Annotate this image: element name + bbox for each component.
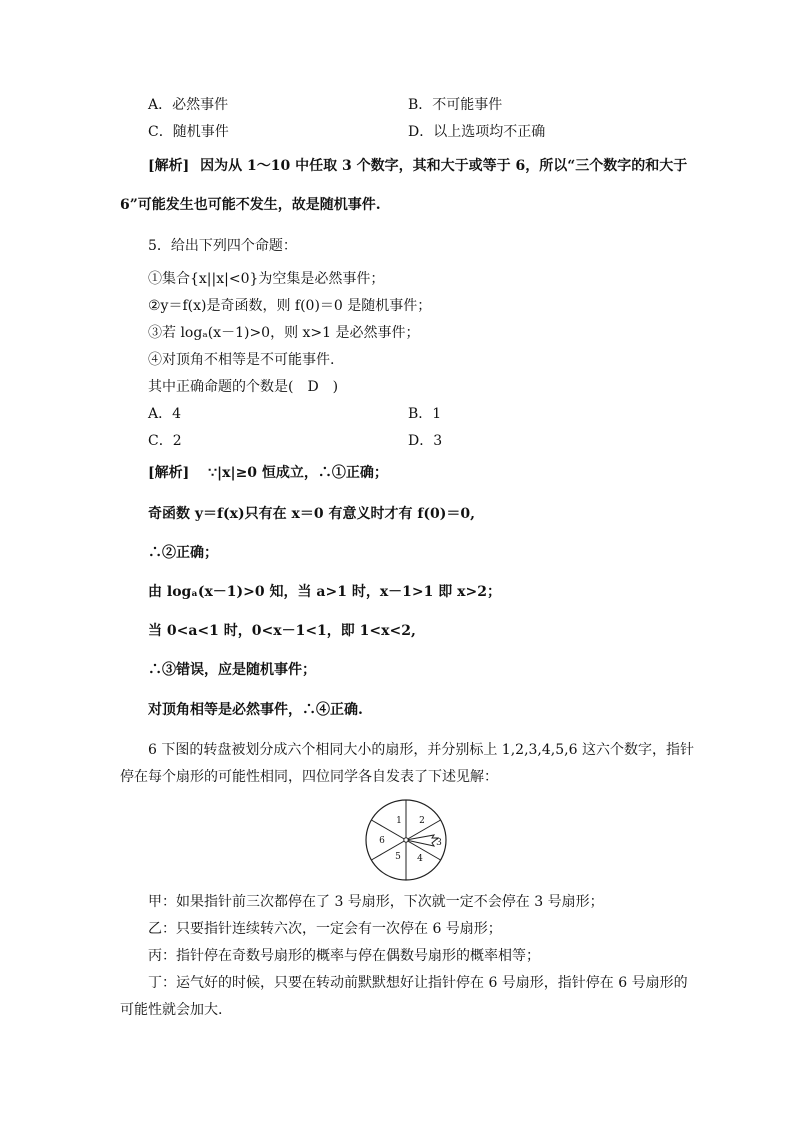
sector-label-1: 1 <box>396 816 402 826</box>
q6-stem-line2: 停在每个扇形的可能性相同，四位同学各自发表了下述见解： <box>120 769 498 785</box>
spinner-wheel-figure <box>358 798 454 882</box>
q4-option-b: B．不可能事件 <box>408 97 503 113</box>
analysis-tag: [解析] <box>148 465 190 481</box>
q5-item-1: ①集合{x||x|<0}为空集是必然事件； <box>148 271 385 287</box>
q4-option-c: C．随机事件 <box>148 124 229 140</box>
sector-label-2: 2 <box>419 816 425 826</box>
q6-opinion-ding-line1: 丁：运气好的时候，只要在转动前默默想好让指针停在 6 号扇形，指针停在 6 号扇形的 <box>148 975 688 991</box>
sector-label-3: 3 <box>436 838 442 848</box>
q5-item-3: ③若 logₐ(x－1)>0，则 x>1 是必然事件； <box>148 325 420 341</box>
q4-analysis-line1 <box>148 157 687 175</box>
q5-option-c: C．2 <box>148 433 182 449</box>
q5-item-2: ②y＝f(x)是奇函数，则 f(0)＝0 是随机事件； <box>148 298 432 314</box>
q5-solution-7: 对顶角相等是必然事件，∴④正确. <box>148 702 363 718</box>
q5-solution-6: ∴③错误，应是随机事件； <box>148 662 316 678</box>
sector-label-5: 5 <box>395 852 401 862</box>
q4-option-a: A．必然事件 <box>148 97 229 113</box>
sector-label-4: 4 <box>417 854 423 864</box>
analysis-text: ∵|x|≥0 恒成立，∴①正确； <box>208 465 388 481</box>
q4-analysis-line2: 6”可能发生也可能不发生，故是随机事件. <box>120 197 381 213</box>
q4-option-d: D．以上选项均不正确 <box>408 124 546 140</box>
q5-option-d: D．3 <box>408 433 443 449</box>
pivot-icon <box>404 838 408 842</box>
q5-option-a: A．4 <box>148 406 182 422</box>
analysis-tag: [解析] <box>148 158 190 174</box>
q5-solution-4: 由 logₐ(x－1)>0 知，当 a>1 时，x－1>1 即 x>2； <box>148 584 501 600</box>
q5-question: 其中正确命题的个数是( D ) <box>148 379 339 395</box>
q5-item-4: ④对顶角不相等是不可能事件. <box>148 352 335 368</box>
q6-stem-line1: 6 下图的转盘被划分成六个相同大小的扇形，并分别标上 1,2,3,4,5,6 这六个数字，指针 <box>148 742 694 758</box>
q6-opinion-jia: 甲：如果指针前三次都停在了 3 号扇形，下次就一定不会停在 3 号扇形； <box>148 894 604 910</box>
q6-opinion-ding-line2: 可能性就会加大. <box>120 1002 223 1018</box>
q5-option-b: B．1 <box>408 406 442 422</box>
q5-solution-1 <box>148 464 388 482</box>
sector-label-6: 6 <box>379 836 385 846</box>
q6-opinion-yi: 乙：只要指针连续转六次，一定会有一次停在 6 号扇形； <box>148 921 502 937</box>
q5-solution-5: 当 0<a<1 时，0<x－1<1，即 1<x<2, <box>148 623 416 639</box>
q5-solution-3: ∴②正确； <box>148 545 218 561</box>
q6-opinion-bing: 丙：指针停在奇数号扇形的概率与停在偶数号扇形的概率相等； <box>148 948 540 964</box>
q5-stem: 5．给出下列四个命题： <box>148 238 297 254</box>
q5-solution-2: 奇函数 y＝f(x)只有在 x＝0 有意义时才有 f(0)＝0, <box>148 506 475 522</box>
analysis-text: 因为从 1～10 中任取 3 个数字，其和大于或等于 6，所以“三个数字的和大于 <box>200 158 688 174</box>
